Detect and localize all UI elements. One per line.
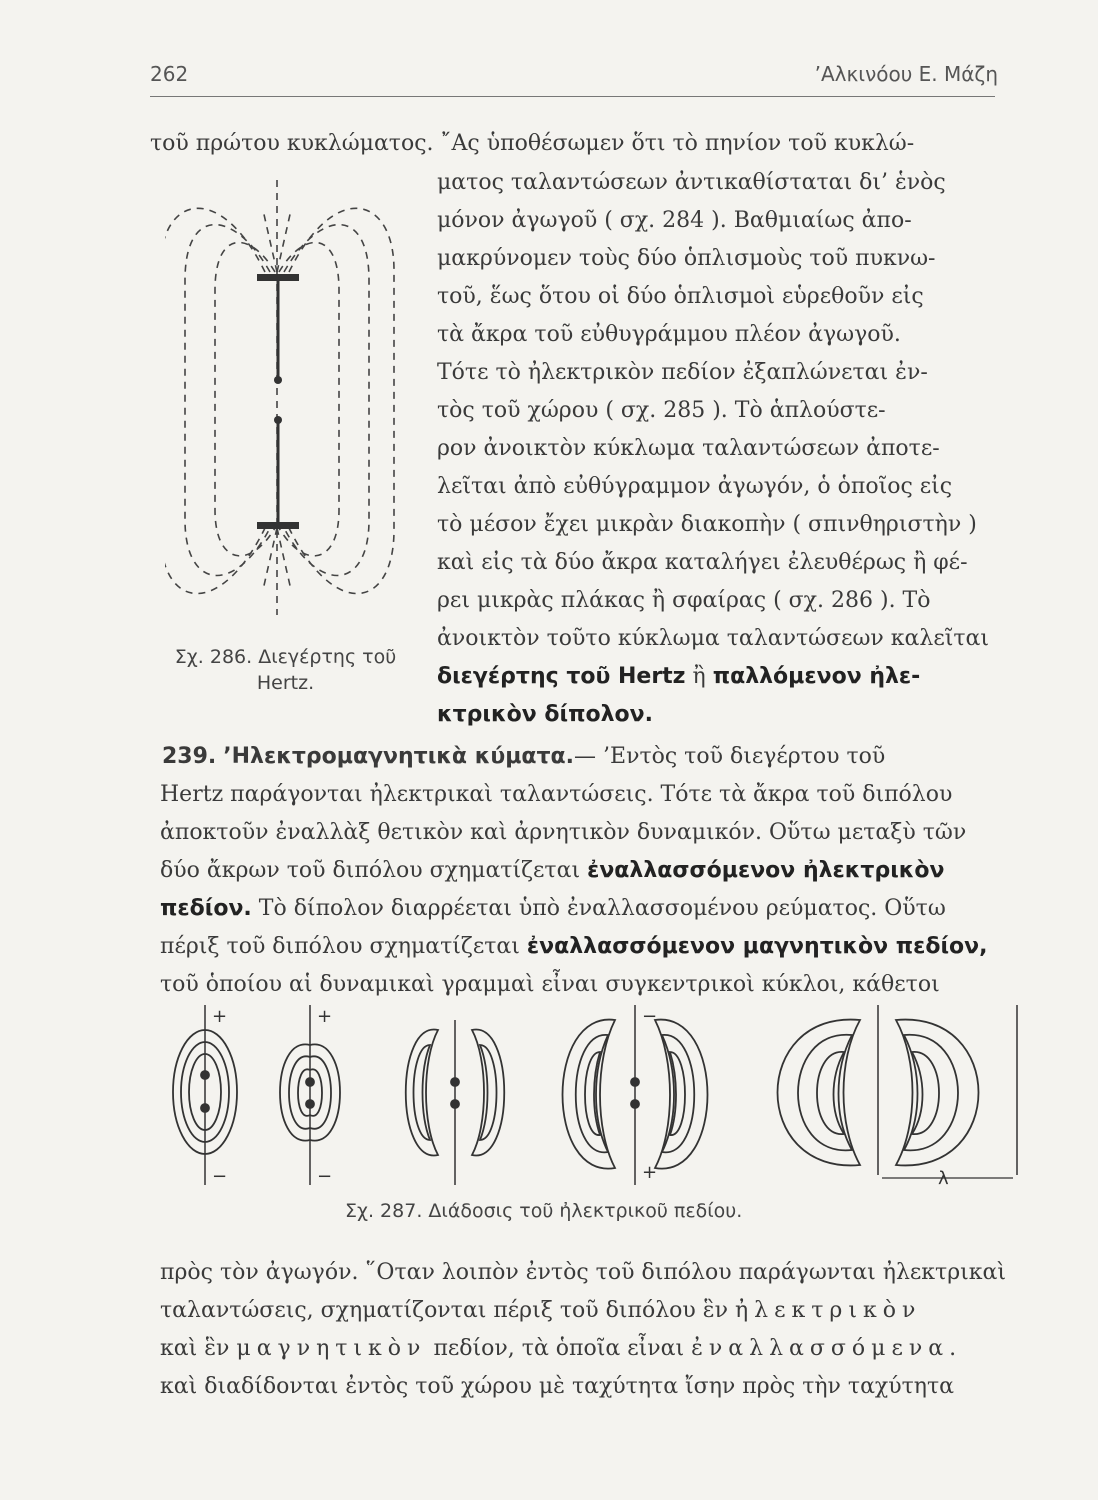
text-fragment: Τὸ δίπολον διαρρέεται ὑπὸ ἐναλλασσομένου ρεύματος. Οὕτω <box>258 896 946 921</box>
text-line: τὸ μέσον ἔχει μικρὰν διακοπὴν ( σπινθηριστὴν ) <box>437 512 977 537</box>
term-dipole: κτρικὸν δίπολον. <box>437 702 653 727</box>
text-fragment: πεδίον, τὰ ὁποῖα εἶναι <box>433 1336 685 1361</box>
running-head: ’Αλκινόου Ε. Μάζη <box>814 62 998 86</box>
section-number: 239. <box>162 744 217 769</box>
plus-sign: + <box>317 1006 333 1027</box>
panel-5 <box>778 1005 1018 1178</box>
term-alternating-electric-field: ἐναλλασσόμενον ἠλεκτρικὸν <box>587 858 945 883</box>
text-line: ρον ἀνοικτὸν κύκλωμα ταλαντώσεων ἀποτε- <box>437 436 940 461</box>
text-fragment: καὶ ἓν <box>160 1336 230 1361</box>
section-heading-line <box>162 746 885 768</box>
top-plate <box>257 274 299 281</box>
hertz-oscillator-figure <box>165 170 405 630</box>
text-line <box>160 1300 921 1322</box>
text-fragment: δύο ἄκρων τοῦ διπόλου σχηματίζεται <box>160 858 581 883</box>
section-dash: — <box>574 744 597 769</box>
field-propagation-figure <box>160 1000 1030 1195</box>
spaced-word-electric: ἠλεκτρικὸν <box>734 1298 922 1323</box>
text-line: τοῦ πρώτου κυκλώματος. ῎Ας ὑποθέσωμεν ὅτι τὸ πηνίον τοῦ κυκλώ- <box>150 131 915 156</box>
figure-286-caption-line1: Σχ. 286. Διεγέρτης τοῦ <box>174 646 397 668</box>
text-line: μόνον ἀγωγοῦ ( σχ. 284 ). Βαθμιαίως ἀπο- <box>437 208 912 233</box>
spaced-word-magnetic: μαγνητικὸν <box>236 1336 427 1361</box>
minus-sign: − <box>317 1166 333 1187</box>
text-line: ἀποκτοῦν ἐναλλὰξ θετικὸν καὶ ἀρνητικὸν δυναμικόν. Οὕτω μεταξὺ τῶν <box>160 820 967 845</box>
text-line <box>160 898 946 920</box>
minus-sign: − <box>642 1006 658 1027</box>
text-line: τὰ ἄκρα τοῦ εὐθυγράμμου πλέον ἀγωγοῦ. <box>437 322 901 347</box>
section-line1-text: ’Εντὸς τοῦ διεγέρτου τοῦ <box>603 744 886 769</box>
term-field: πεδίον. <box>160 896 252 921</box>
spark-ball-upper <box>274 376 282 384</box>
figure-286-caption-line2: Hertz. <box>256 671 315 694</box>
bottom-plate <box>257 522 299 529</box>
text-line <box>437 666 920 688</box>
page-number: 262 <box>150 62 189 86</box>
text-line: τοῦ ὁποίου αἱ δυναμικαὶ γραμμαὶ εἶναι συγκεντρικοὶ κύκλοι, κάθετοι <box>160 972 940 997</box>
panel-4 <box>563 1005 708 1185</box>
text-line: τοῦ, ἕως ὅτου οἱ δύο ὁπλισμοὶ εὑρεθοῦν εἰς <box>437 284 924 309</box>
text-line <box>160 860 945 882</box>
plus-sign: + <box>642 1162 658 1183</box>
panel-2 <box>280 1005 340 1185</box>
term-oscillating-dipole: παλλόμενον ἠλε- <box>712 664 921 689</box>
text-line: τὸς τοῦ χώρου ( σχ. 285 ). Τὸ ἁπλούστε- <box>437 398 886 423</box>
text-fragment: πέριξ τοῦ διπόλου σχηματίζεται <box>160 934 520 959</box>
figure-287-caption: Σχ. 287. Διάδοσις τοῦ ἠλεκτρικοῦ πεδίου. <box>345 1200 743 1222</box>
plus-sign: + <box>212 1006 228 1027</box>
text-fragment: ταλαντώσεις, σχηματίζονται πέριξ τοῦ διπόλου ἓν <box>160 1298 728 1323</box>
figure-286-caption <box>163 645 408 696</box>
term-hertz-oscillator: διεγέρτης τοῦ Hertz <box>437 664 686 689</box>
spaced-word-alternating: ἐναλλασσόμενα. <box>691 1336 963 1361</box>
panel-1 <box>173 1005 237 1185</box>
text-line <box>160 936 988 958</box>
text-line: μακρύνομεν τοὺς δύο ὁπλισμοὺς τοῦ πυκνω- <box>437 246 936 271</box>
text-line: Hertz παράγονται ἠλεκτρικαὶ ταλαντώσεις. Τότε τὰ ἄκρα τοῦ διπόλου <box>160 782 953 807</box>
field-lines <box>165 180 394 615</box>
panel-3 <box>406 1020 505 1185</box>
wavelength-label: λ <box>938 1168 949 1189</box>
text-line: καὶ εἰς τὰ δύο ἄκρα καταλήγει ἐλευθέρως ἢ φέ- <box>437 550 968 575</box>
text-line: λεῖται ἀπὸ εὐθύγραμμον ἀγωγόν, ὁ ὁποῖος εἰς <box>437 474 953 499</box>
text-line: Τότε τὸ ἠλεκτρικὸν πεδίον ἐξαπλώνεται ἐν- <box>437 360 928 385</box>
text-line: ρει μικρὰς πλάκας ἢ σφαίρας ( σχ. 286 ). Τὸ <box>437 588 931 613</box>
text-line: καὶ διαδίδονται ἐντὸς τοῦ χώρου μὲ ταχύτητα ἴσην πρὸς τὴν ταχύτητα <box>160 1374 955 1399</box>
text-line: ματος ταλαντώσεων ἀντικαθίσταται δι’ ἑνὸς <box>437 170 946 195</box>
text-line: πρὸς τὸν ἀγωγόν. ῞Οταν λοιπὸν ἐντὸς τοῦ διπόλου παράγωνται ἠλεκτρικαὶ <box>160 1260 1007 1285</box>
text-line <box>160 1338 962 1360</box>
minus-sign: − <box>212 1166 228 1187</box>
word-or: ἢ <box>692 664 706 689</box>
section-title: ’Ηλεκτρομαγνητικὰ κύματα. <box>223 744 575 769</box>
term-alternating-magnetic-field: ἐναλλασσόμενον μαγνητικὸν πεδίον, <box>526 934 988 959</box>
text-line: ἀνοικτὸν τοῦτο κύκλωμα ταλαντώσεων καλεῖται <box>437 626 989 651</box>
text-line <box>437 704 653 726</box>
header-rule <box>150 96 995 97</box>
